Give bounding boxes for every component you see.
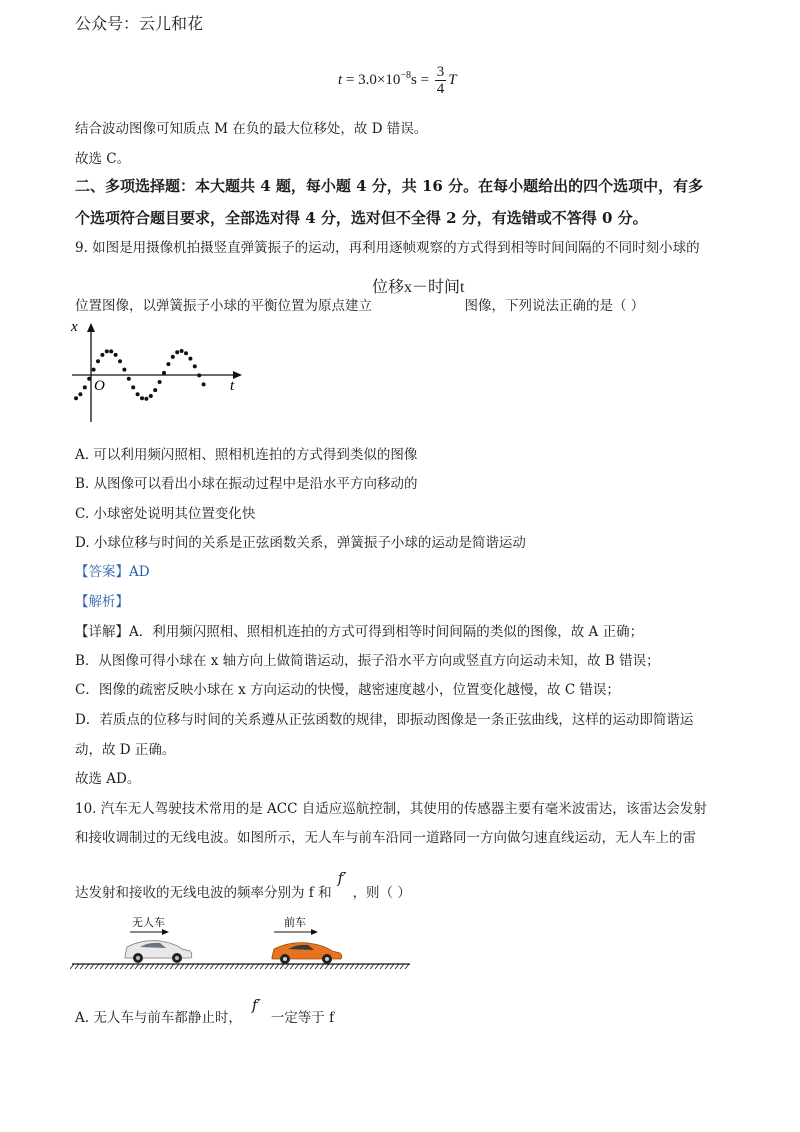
sine-dot (87, 377, 91, 381)
option-a: A. 可以利用频闪照相、照相机连拍的方式得到类似的图像 (75, 447, 418, 463)
road-hatch-line (260, 964, 264, 969)
detail-line-5: 动，故 D 正确。 (75, 742, 176, 758)
road-hatch-line (295, 964, 299, 969)
road-hatch-line (130, 964, 134, 969)
road-hatch-line (220, 964, 224, 969)
answer-text: 【答案】AD (75, 564, 150, 580)
road-hatch-line (165, 964, 169, 969)
road-hatch-line (390, 964, 394, 969)
road-hatch-line (105, 964, 109, 969)
road-hatch-line (110, 964, 114, 969)
road-hatch-line (115, 964, 119, 969)
sine-dot (109, 349, 113, 353)
origin-label: O (94, 378, 105, 394)
option-b: B. 从图像可以看出小球在振动过程中是沿水平方向移动的 (75, 476, 418, 492)
road-hatch-line (155, 964, 159, 969)
road-hatch-line (310, 964, 314, 969)
q10-option-a-pre: A. 无人车与前车都静止时， (75, 1010, 242, 1026)
q10-line-3 (75, 869, 411, 901)
sine-dot (188, 357, 192, 361)
road-hatch-line (120, 964, 124, 969)
road-hatch-line (240, 964, 244, 969)
sine-dot (136, 392, 140, 396)
sine-dot (153, 388, 157, 392)
sine-dot (180, 349, 184, 353)
q10-line-2: 和接收调制过的无线电波。如图所示，无人车与前车沿同一道路同一方向做匀速直线运动，无人车上的雷 (75, 830, 696, 846)
road-hatch-line (375, 964, 379, 969)
driverless-car (125, 941, 192, 963)
road-hatch-line (345, 964, 349, 969)
road-hatch-line (370, 964, 374, 969)
road-hatch-line (380, 964, 384, 969)
road-hatch-line (275, 964, 279, 969)
analysis-label: 【解析】 (75, 594, 129, 610)
front-car (272, 943, 342, 964)
sine-dot (92, 368, 96, 372)
driverless-arrowhead (162, 929, 169, 935)
sine-dot (202, 382, 206, 386)
xt-graph (66, 318, 246, 430)
road-hatch-line (285, 964, 289, 969)
road-hatch-line (325, 964, 329, 969)
road-hatch-line (400, 964, 404, 969)
road-hatch-line (100, 964, 104, 969)
road-hatch-line (360, 964, 364, 969)
road-hatch-line (75, 964, 79, 969)
road-hatch-line (230, 964, 234, 969)
road-hatch-line (140, 964, 144, 969)
road-hatch-line (350, 964, 354, 969)
road-hatch-line (200, 964, 204, 969)
road-hatch-line (315, 964, 319, 969)
road-hatch-line (320, 964, 324, 969)
x-axis-arrow (233, 371, 242, 379)
road-hatch-line (80, 964, 84, 969)
sine-dot (100, 353, 104, 357)
x-axis-label: t (230, 378, 235, 394)
road-hatch-line (70, 964, 74, 969)
q10-option-a-fprime: f′ (251, 996, 261, 1014)
road-hatch-line (305, 964, 309, 969)
road-hatch-line (395, 964, 399, 969)
fraction-numerator: 3 (436, 64, 445, 80)
road-hatch-line (125, 964, 129, 969)
section-heading-1: 二、多项选择题：本大题共 4 题，每小题 4 分，共 16 分。在每小题给出的四个选项中，有多 (75, 177, 704, 195)
road-hatch-line (145, 964, 149, 969)
road-hatch-line (265, 964, 269, 969)
road-hatch-line (180, 964, 184, 969)
q10-fprime: f′ (337, 869, 347, 887)
text-line-1: 结合波动图像可知质点 M 在负的最大位移处，故 D 错误。 (75, 121, 428, 137)
sine-dot (144, 397, 148, 401)
road-hatch-line (405, 964, 409, 969)
formula-fraction (435, 64, 447, 97)
road-hatch-line (215, 964, 219, 969)
road-hatch-line (205, 964, 209, 969)
road-hatch-line (210, 964, 214, 969)
road-hatch-line (135, 964, 139, 969)
detail-line-4: D．若质点的位移与时间的关系遵从正弦函数的规律，即振动图像是一条正弦曲线，这样的运动即简谐运 (75, 712, 694, 728)
formula-unit: s = (410, 71, 430, 88)
road-hatch-line (195, 964, 199, 969)
sine-dot (171, 355, 175, 359)
y-axis-label: x (71, 319, 78, 335)
q9-line-2-pre: 位置图像，以弹簧振子小球的平衡位置为原点建立 (75, 298, 372, 314)
text-line-2: 故选 C。 (75, 151, 131, 167)
sine-dot (184, 351, 188, 355)
q10-line-3-post: ，则（ ） (352, 885, 411, 901)
section-heading-2: 个选项符合题目要求，全部选对得 4 分，选对但不全得 2 分，有选错或不答得 0 分。 (75, 209, 648, 227)
sine-dot (83, 385, 87, 389)
road-hatch-line (245, 964, 249, 969)
header-label: 公众号：云儿和花 (75, 14, 204, 33)
formula-value: = 3.0×10 (345, 71, 401, 88)
formula (338, 64, 457, 97)
q10-option-a (75, 996, 335, 1026)
formula-exp: −8 (400, 69, 411, 81)
sine-dot (149, 394, 153, 398)
detail-line-3: C．图像的疏密反映小球在 x 方向运动的快慢，越密速度越小，位置变化越慢，故 C 错误； (75, 682, 620, 698)
road-hatch-line (190, 964, 194, 969)
sine-dot (197, 373, 201, 377)
sine-dot (114, 353, 118, 357)
road-hatch-line (225, 964, 229, 969)
q9-line-2 (75, 279, 645, 315)
fraction-denominator: 4 (436, 81, 445, 97)
sine-dot (74, 396, 78, 400)
road-hatch-line (355, 964, 359, 969)
formula-t: t (338, 71, 343, 88)
cars-figure (70, 914, 415, 972)
sine-dot (131, 385, 135, 389)
road-hatch-line (255, 964, 259, 969)
road-hatch-line (250, 964, 254, 969)
road-hatch-line (185, 964, 189, 969)
road-hatch-line (160, 964, 164, 969)
road-hatch-line (95, 964, 99, 969)
q10-line-1: 10. 汽车无人驾驶技术常用的是 ACC 自适应巡航控制，其使用的传感器主要有毫米波雷达，该雷达会发射 (75, 801, 707, 817)
road-hatch-line (170, 964, 174, 969)
q9-line-2-post: 图像，下列说法正确的是（ ） (464, 298, 645, 314)
road-hatch-line (150, 964, 154, 969)
road-hatch-line (175, 964, 179, 969)
front-arrowhead (311, 929, 318, 935)
sine-dot (193, 364, 197, 368)
road-hatch-line (90, 964, 94, 969)
option-d: D. 小球位移与时间的关系是正弦函数关系，弹簧振子小球的运动是简谐运动 (75, 535, 526, 551)
road-hatch-line (235, 964, 239, 969)
detail-line-1: 【详解】A．利用频闪照相、照相机连拍的方式可得到相等时间间隔的类似的图像，故 A 正确； (75, 624, 644, 640)
road-hatch-line (365, 964, 369, 969)
sine-dot (162, 371, 166, 375)
driverless-car-label: 无人车 (132, 917, 165, 929)
option-c: C. 小球密处说明其位置变化快 (75, 506, 256, 522)
front-car-label: 前车 (284, 917, 306, 929)
road-hatch-line (300, 964, 304, 969)
sine-dot (175, 350, 179, 354)
sine-dot (166, 362, 170, 366)
answer-line (75, 560, 150, 580)
sine-dot (140, 396, 144, 400)
road-hatch-line (270, 964, 274, 969)
y-axis-arrow (87, 323, 95, 332)
road-hatch-line (290, 964, 294, 969)
road-hatch-line (280, 964, 284, 969)
q10-line-3-pre: 达发射和接收的无线电波的频率分别为 f 和 (75, 885, 332, 901)
road-hatch-line (340, 964, 344, 969)
sine-dot (96, 359, 100, 363)
road-hatch-line (85, 964, 89, 969)
q9-xt-label: 位移x－时间t (372, 279, 465, 296)
sine-dot (118, 359, 122, 363)
road-hatch-line (330, 964, 334, 969)
road-hatching (70, 964, 409, 969)
sine-dot (105, 349, 109, 353)
road-hatch-line (335, 964, 339, 969)
detail-line-6: 故选 AD。 (75, 771, 141, 787)
q9-line-1: 9. 如图是用摄像机拍摄竖直弹簧振子的运动，再利用逐帧观察的方式得到相等时间间隔的不同时刻小球的 (75, 240, 700, 256)
sine-dot (78, 392, 82, 396)
q10-option-a-post: 一定等于 f (270, 1010, 335, 1026)
sine-dot (127, 377, 131, 381)
sine-dot (158, 380, 162, 384)
road-hatch-line (385, 964, 389, 969)
sine-dot (122, 368, 126, 372)
detail-line-2: B．从图像可得小球在 x 轴方向上做简谐运动，振子沿水平方向或竖直方向运动未知，故 B 错误； (75, 653, 660, 669)
formula-T: T (448, 71, 457, 88)
